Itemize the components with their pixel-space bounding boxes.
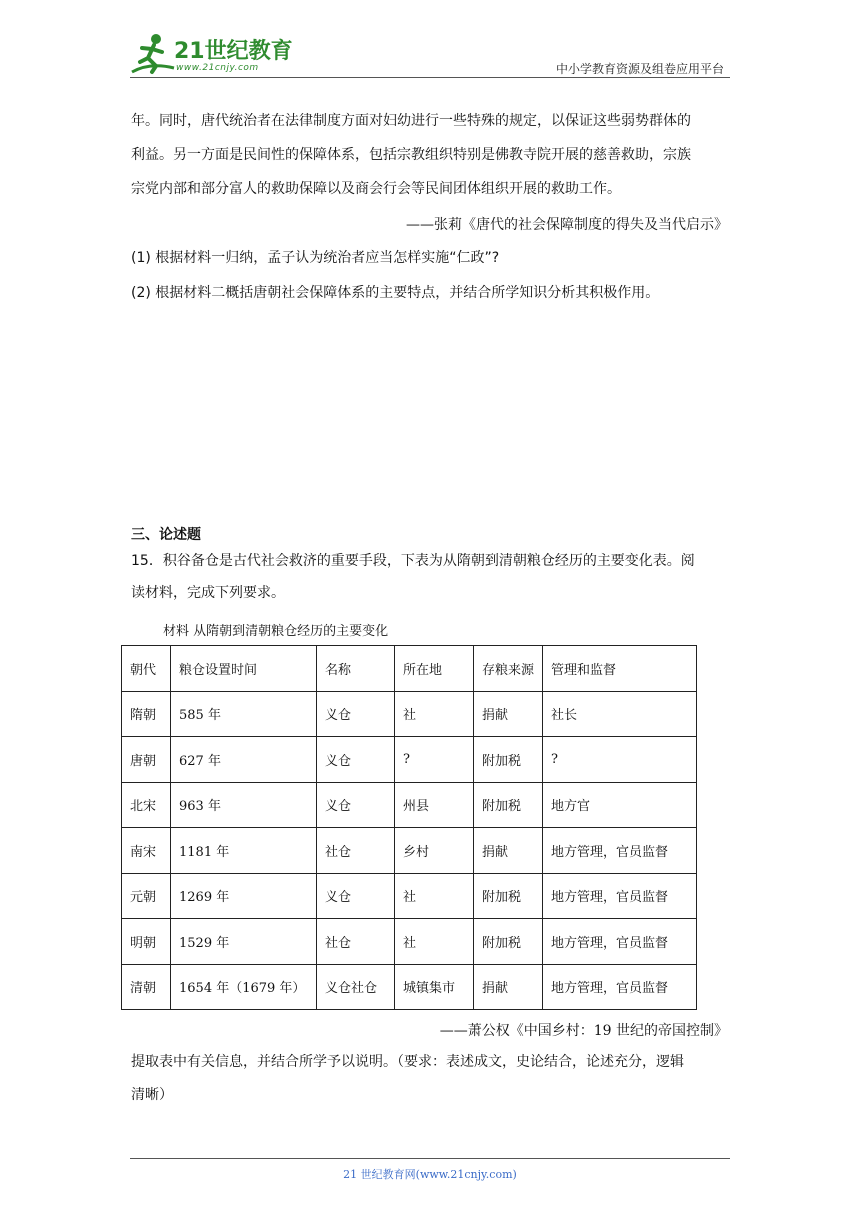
table-cell: 社	[395, 873, 474, 919]
table-cell: 隋朝	[122, 691, 171, 737]
table-cell: 地方管理，官员监督	[543, 828, 697, 874]
instruction-line-1: 提取表中有关信息，并结合所学予以说明。（要求：表述成文，史论结合，论述充分，逻辑	[131, 1054, 684, 1070]
section-heading: 三、论述题	[131, 527, 201, 543]
table-cell: 义仓	[317, 737, 395, 783]
table-cell: 捐献	[474, 964, 543, 1010]
table-cell: 地方管理，官员监督	[543, 873, 697, 919]
table-cell: 社长	[543, 691, 697, 737]
header-cell: 朝代	[122, 646, 171, 692]
material-citation: ——张莉《唐代的社会保障制度的得失及当代启示》	[406, 217, 728, 233]
table-cell: 社	[395, 919, 474, 965]
table-cell: ?	[395, 737, 474, 783]
table-row	[122, 873, 697, 919]
table-cell: 义仓	[317, 691, 395, 737]
table-cell: 1269 年	[171, 873, 317, 919]
table-cell: 元朝	[122, 873, 171, 919]
granary-table	[121, 645, 697, 1010]
material-line-3: 宗党内部和部分富人的救助保障以及商会行会等民间团体组织开展的救助工作。	[131, 181, 621, 197]
table-row	[122, 691, 697, 737]
question-2: (2) 根据材料二概括唐朝社会保障体系的主要特点，并结合所学知识分析其积极作用。	[131, 285, 660, 301]
footer-divider	[130, 1158, 730, 1159]
table-cell: 北宋	[122, 782, 171, 828]
table-cell: 乡村	[395, 828, 474, 874]
table-row	[122, 828, 697, 874]
table-cell: 1654 年（1679 年）	[171, 964, 317, 1010]
q15-line-2: 读材料，完成下列要求。	[131, 585, 285, 601]
table-row	[122, 737, 697, 783]
table-cell: 捐献	[474, 828, 543, 874]
instruction-line-2: 清晰）	[131, 1087, 173, 1103]
table-cell: 585 年	[171, 691, 317, 737]
table-cell: 义仓社仓	[317, 964, 395, 1010]
table-cell: 1181 年	[171, 828, 317, 874]
site-logo[interactable]	[130, 30, 300, 80]
table-cell: 社仓	[317, 919, 395, 965]
table-cell: ?	[543, 737, 697, 783]
table-caption: 材料 从隋朝到清朝粮仓经历的主要变化	[163, 624, 389, 639]
table-cell: 附加税	[474, 873, 543, 919]
question-1: (1) 根据材料一归纳，孟子认为统治者应当怎样实施“仁政”?	[131, 250, 500, 266]
table-header-row	[122, 646, 697, 692]
table-cell: 城镇集市	[395, 964, 474, 1010]
material-line-2: 利益。另一方面是民间性的保障体系，包括宗教组织特别是佛教寺院开展的慈善救助，宗族	[131, 147, 691, 163]
logo-url: www.21cnjy.com	[176, 63, 259, 73]
header-cell: 名称	[317, 646, 395, 692]
table-cell: 地方官	[543, 782, 697, 828]
platform-name: 中小学教育资源及组卷应用平台	[555, 62, 724, 76]
table-cell: 捐献	[474, 691, 543, 737]
table-cell: 附加税	[474, 782, 543, 828]
runner-logo-icon	[130, 32, 176, 76]
page-header	[130, 30, 730, 80]
table-cell: 义仓	[317, 873, 395, 919]
table-cell: 社仓	[317, 828, 395, 874]
header-cell: 粮仓设置时间	[171, 646, 317, 692]
table-citation: ——萧公权《中国乡村：19 世纪的帝国控制》	[439, 1023, 728, 1039]
table-cell: 唐朝	[122, 737, 171, 783]
header-cell: 存粮来源	[474, 646, 543, 692]
header-cell: 管理和监督	[543, 646, 697, 692]
table-cell: 明朝	[122, 919, 171, 965]
table-cell: 义仓	[317, 782, 395, 828]
table-cell: 南宋	[122, 828, 171, 874]
table-row	[122, 919, 697, 965]
table-cell: 963 年	[171, 782, 317, 828]
q15-line-1: 15．积谷备仓是古代社会救济的重要手段，下表为从隋朝到清朝粮仓经历的主要变化表。阅	[131, 553, 695, 569]
footer-link[interactable]: 21 世纪教育网(www.21cnjy.com)	[343, 1168, 517, 1181]
table-cell: 附加税	[474, 919, 543, 965]
header-cell: 所在地	[395, 646, 474, 692]
table-cell: 地方管理，官员监督	[543, 919, 697, 965]
table-cell: 社	[395, 691, 474, 737]
header-divider	[130, 77, 730, 78]
table-cell: 州县	[395, 782, 474, 828]
table-row	[122, 782, 697, 828]
table-row	[122, 964, 697, 1010]
table-cell: 清朝	[122, 964, 171, 1010]
table-cell: 地方管理，官员监督	[543, 964, 697, 1010]
material-line-1: 年。同时，唐代统治者在法律制度方面对妇幼进行一些特殊的规定，以保证这些弱势群体的	[131, 113, 691, 129]
logo-text: 21世纪教育	[174, 39, 293, 64]
table-cell: 627 年	[171, 737, 317, 783]
table-cell: 附加税	[474, 737, 543, 783]
table-cell: 1529 年	[171, 919, 317, 965]
